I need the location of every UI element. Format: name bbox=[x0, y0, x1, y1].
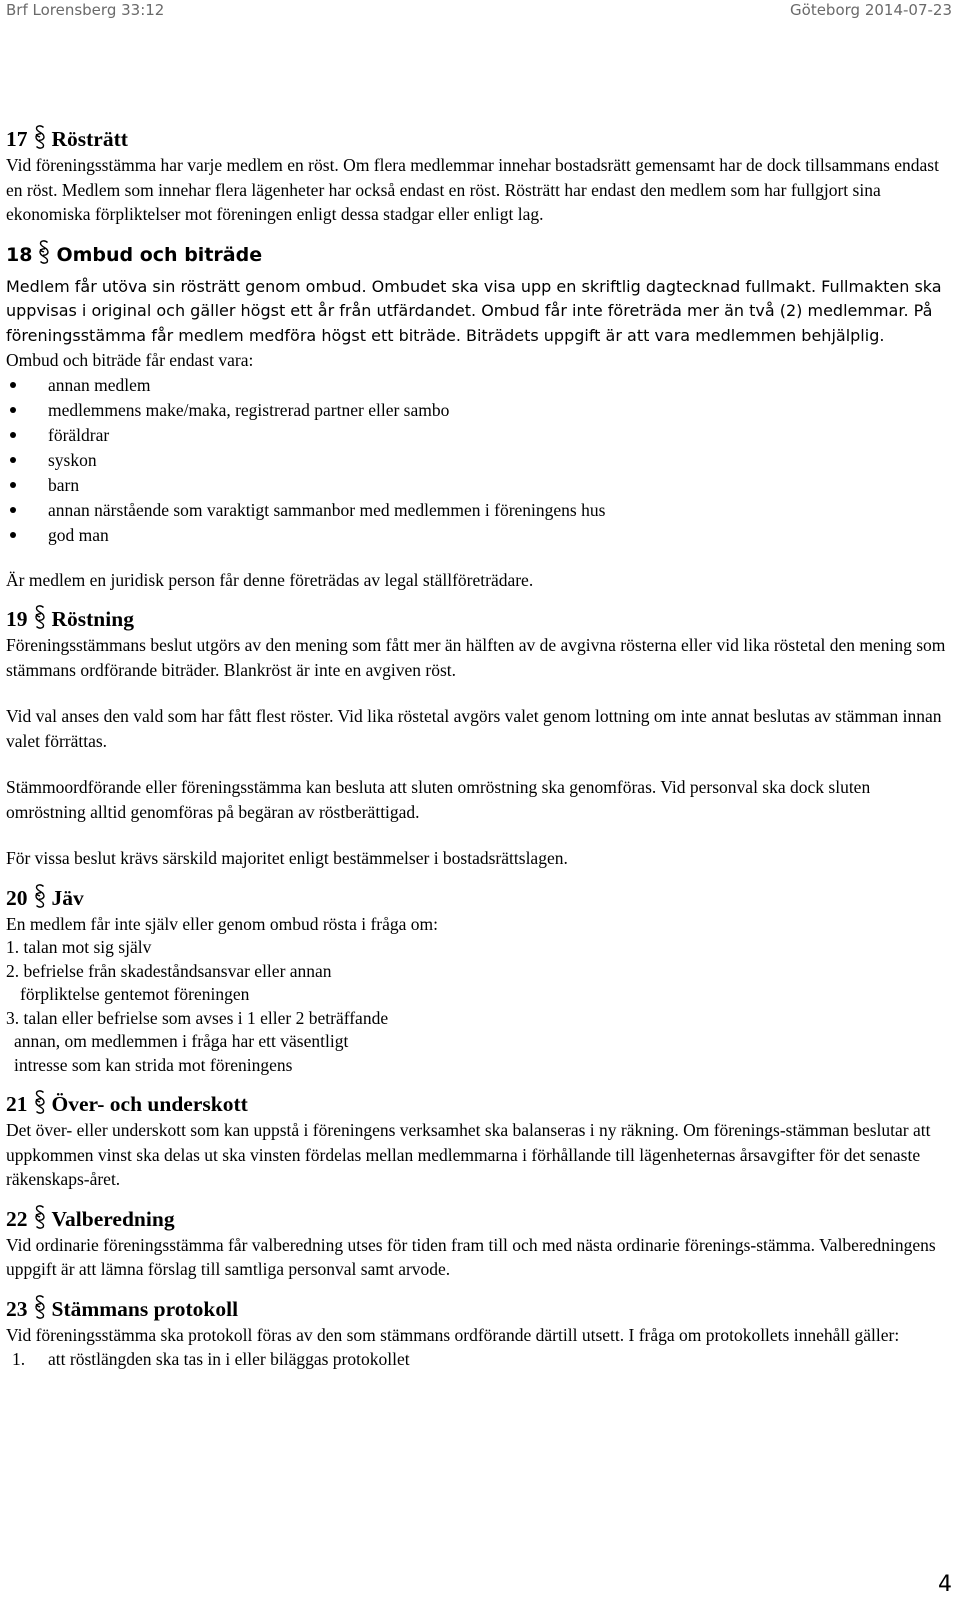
section-body: Vid ordinarie föreningsstämma får valberedning utses för tiden fram till och med nästa ordinarie förenings-stämma. Valberedningens uppgift är att lämna förslag till samtliga personval samt arvode. bbox=[6, 1234, 936, 1279]
section-body: Vid föreningsstämma har varje medlem en röst. Om flera medlemmar innehar bostadsrätt gemensamt har de dock tillsammans endast en röst. Medlem som innehar flera lägenheter har också endast en röst. Rösträtt har endast den medlem som har fullgjort sina ekonomiska förpliktelser mot föreningen enligt dessa stadgar eller enligt lag. bbox=[6, 155, 939, 224]
section-body: Det över- eller underskott som kan uppstå i föreningens verksamhet ska balanseras i ny räkning. Om förenings-stämman beslutar att uppkommen vinst ska delas ut ska vinsten fördelas mellan medlemmarna i förhållande till lägenheternas årsavgifter för det senaste räkenskaps-året. bbox=[6, 1120, 931, 1189]
section-21 bbox=[6, 1089, 950, 1192]
section-sign-icon bbox=[36, 239, 52, 265]
section-19 bbox=[6, 604, 950, 871]
bullet-icon bbox=[10, 457, 16, 463]
section-18 bbox=[6, 239, 950, 593]
bullet-icon bbox=[10, 507, 16, 513]
section-sign-icon bbox=[32, 883, 48, 909]
list-item: barn bbox=[6, 473, 950, 498]
document-body bbox=[6, 124, 950, 1371]
list-item: medlemmens make/maka, registrerad partner eller sambo bbox=[6, 398, 950, 423]
list-intro: En medlem får inte själv eller genom ombud rösta i fråga om: bbox=[6, 913, 439, 934]
section-20 bbox=[6, 883, 950, 1078]
list-item: annan närstående som varaktigt sammanbor med medlemmen i föreningens hus bbox=[6, 498, 950, 523]
section-sign-icon bbox=[32, 124, 48, 150]
section-sign-icon bbox=[32, 1204, 48, 1230]
section-number: 23 bbox=[6, 1296, 28, 1321]
section-number: 18 bbox=[6, 243, 33, 266]
list-item: 2. befrielse från skadeståndsansvar eller annan bbox=[6, 960, 332, 981]
list-item: 3. talan eller befrielse som avses i 1 eller 2 beträffande bbox=[6, 1007, 389, 1028]
section-note: Är medlem en juridisk person får denne företrädas av legal ställföreträdare. bbox=[6, 569, 534, 590]
section-title: Rösträtt bbox=[51, 127, 128, 151]
section-paragraph: Föreningsstämmans beslut utgörs av den mening som fått mer än hälften av de avgivna rösterna eller vid lika röstetal den mening som stämmans ordförande biträder. Blankröst är inte en avgiven röst. bbox=[6, 635, 946, 680]
bullet-icon bbox=[10, 407, 16, 413]
section-sign-icon bbox=[32, 1294, 48, 1320]
list-item-continuation: intresse som kan strida mot föreningens bbox=[14, 1054, 293, 1075]
section-sign-icon bbox=[32, 1089, 48, 1115]
header-place-date: Göteborg 2014-07-23 bbox=[790, 1, 952, 19]
list-item-continuation: annan, om medlemmen i fråga har ett väsentligt bbox=[14, 1031, 349, 1051]
protocol-requirements-list bbox=[6, 1347, 950, 1371]
section-number: 17 bbox=[6, 127, 28, 151]
allowed-representatives-list bbox=[6, 373, 950, 548]
list-item: 1. talan mot sig själv bbox=[6, 937, 152, 957]
section-heading bbox=[6, 124, 950, 153]
section-22 bbox=[6, 1204, 950, 1282]
bullet-icon bbox=[10, 432, 16, 438]
header-association-name: Brf Lorensberg 33:12 bbox=[6, 1, 165, 19]
section-paragraph: För vissa beslut krävs särskild majoritet enligt bestämmelser i bostadsrättslagen. bbox=[6, 848, 568, 868]
bullet-icon bbox=[10, 532, 16, 538]
list-item: syskon bbox=[6, 448, 950, 473]
list-item: annan medlem bbox=[6, 373, 950, 398]
list-item bbox=[6, 1347, 950, 1371]
bullet-icon bbox=[10, 482, 16, 488]
list-intro: Ombud och biträde får endast vara: bbox=[6, 350, 254, 370]
list-item: föräldrar bbox=[6, 423, 950, 448]
section-body: Vid föreningsstämma ska protokoll föras av den som stämmans ordförande därtill utsett. I fråga om protokollets innehåll gäller: bbox=[6, 1324, 900, 1345]
bullet-icon bbox=[10, 382, 16, 388]
section-heading bbox=[6, 1089, 950, 1118]
section-23 bbox=[6, 1294, 950, 1372]
section-paragraph: Stämmoordförande eller föreningsstämma kan besluta att sluten omröstning ska genomföras. Vid personval ska dock sluten omröstning alltid genomföras på begäran av röstberättigad. bbox=[6, 777, 871, 822]
section-body: Medlem får utöva sin rösträtt genom ombud. Ombudet ska visa upp en skriftlig dagtecknad fullmakt. Fullmakten ska uppvisas i original och gäller högst ett år från utfärdandet. Ombud får inte företräda mer än två (2) medlemmar. På föreningsstämma får medlem medföra högst ett biträde. Biträdets uppgift är att vara medlemmen behjälplig. bbox=[6, 276, 942, 345]
list-item-continuation: förpliktelse gentemot föreningen bbox=[20, 984, 250, 1004]
section-title: Jäv bbox=[51, 885, 84, 910]
section-title: Ombud och biträde bbox=[56, 243, 263, 266]
section-number: 19 bbox=[6, 607, 28, 631]
section-sign-icon bbox=[32, 604, 48, 630]
list-item: god man bbox=[6, 523, 950, 548]
section-number: 20 bbox=[6, 885, 28, 910]
list-item-number: 1. bbox=[12, 1349, 26, 1369]
section-title: Över- och underskott bbox=[51, 1092, 248, 1116]
section-title: Valberedning bbox=[51, 1206, 175, 1231]
page-number: 4 bbox=[938, 1572, 952, 1597]
page-header bbox=[0, 0, 960, 24]
section-title: Röstning bbox=[51, 607, 134, 631]
section-number: 21 bbox=[6, 1092, 28, 1116]
section-number: 22 bbox=[6, 1206, 28, 1231]
conflict-of-interest-list bbox=[6, 936, 950, 1077]
section-heading bbox=[6, 883, 950, 912]
section-heading bbox=[6, 239, 950, 269]
section-heading bbox=[6, 1294, 950, 1323]
section-paragraph: Vid val anses den vald som har fått flest röster. Vid lika röstetal avgörs valet genom lottning om inte annat beslutas av stämman innan valet förrättas. bbox=[6, 706, 942, 751]
section-title: Stämmans protokoll bbox=[51, 1296, 239, 1321]
section-17 bbox=[6, 124, 950, 227]
section-heading bbox=[6, 604, 950, 633]
list-item-text: att röstlängden ska tas in i eller biläggas protokollet bbox=[48, 1349, 410, 1369]
section-heading bbox=[6, 1204, 950, 1233]
